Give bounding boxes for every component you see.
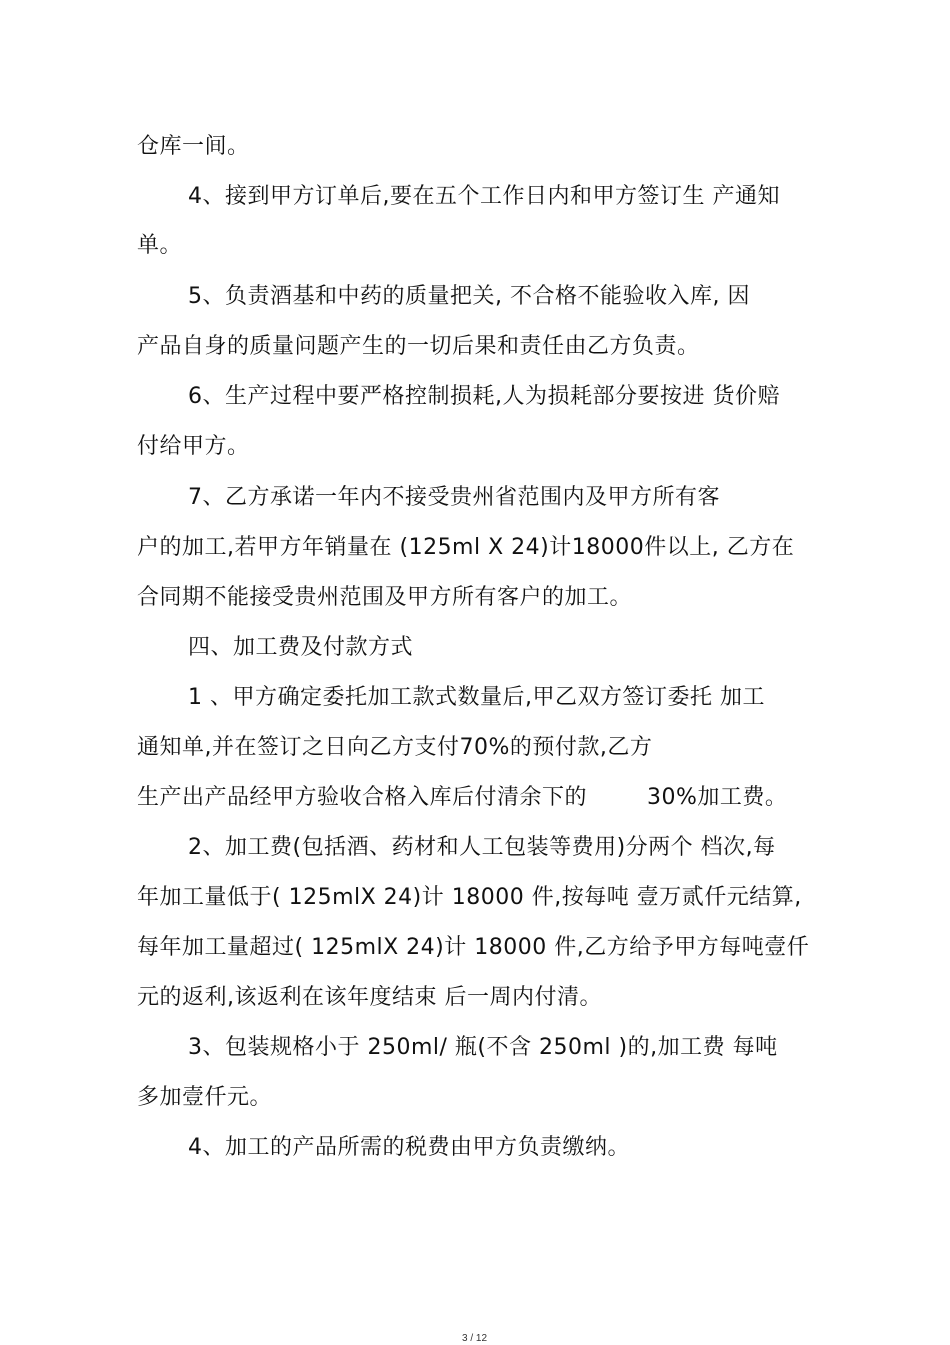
text-line-21: 4、加工的产品所需的税费由甲方负责缴纳。 — [188, 1135, 630, 1160]
text-line-3: 单。 — [137, 233, 183, 258]
text-line-8: 7、乙方承诺一年内不接受贵州省范围内及甲方所有客 — [188, 485, 720, 510]
text-line-17: 每年加工量超过( 125mlX 24)计 18000 件,乙方给予甲方每吨壹仟 — [137, 935, 810, 960]
text-line-12: 1 、甲方确定委托加工款式数量后,甲乙双方签订委托 加工 — [188, 685, 765, 710]
text-line-6: 6、生产过程中要严格控制损耗,人为损耗部分要按进 货价赔 — [188, 384, 780, 409]
text-line-2: 4、接到甲方订单后,要在五个工作日内和甲方签订生 产通知 — [188, 184, 780, 209]
text-line-9: 户的加工,若甲方年销量在 (125ml X 24)计18000件以上, 乙方在 — [137, 535, 795, 560]
text-line-7: 付给甲方。 — [137, 434, 250, 459]
text-line-1: 仓库一间。 — [137, 134, 250, 159]
text-line-15: 2、加工费(包括酒、药材和人工包装等费用)分两个 档次,每 — [188, 835, 776, 860]
section-heading: 四、加工费及付款方式 — [188, 635, 414, 660]
text-line-4: 5、负责酒基和中药的质量把关, 不合格不能验收入库, 因 — [188, 284, 750, 309]
text-line-20: 多加壹仟元。 — [137, 1085, 273, 1110]
text-line-19: 3、包装规格小于 250ml/ 瓶(不含 250ml )的,加工费 每吨 — [188, 1035, 778, 1060]
text-line-13: 通知单,并在签订之日向乙方支付70%的预付款,乙方 — [137, 735, 653, 760]
text-line-5: 产品自身的质量问题产生的一切后果和责任由乙方负责。 — [137, 334, 700, 359]
text-line-10: 合同期不能接受贵州范围及甲方所有客户的加工。 — [137, 585, 633, 610]
text-line-16: 年加工量低于( 125mlX 24)计 18000 件,按每吨 壹万贰仟元结算, — [137, 885, 802, 910]
page-number: 3 / 12 — [462, 1333, 488, 1344]
text-line-18: 元的返利,该返利在该年度结束 后一周内付清。 — [137, 985, 602, 1010]
text-line-14: 生产出产品经甲方验收合格入库后付清余下的 30%加工费。 — [137, 785, 788, 810]
